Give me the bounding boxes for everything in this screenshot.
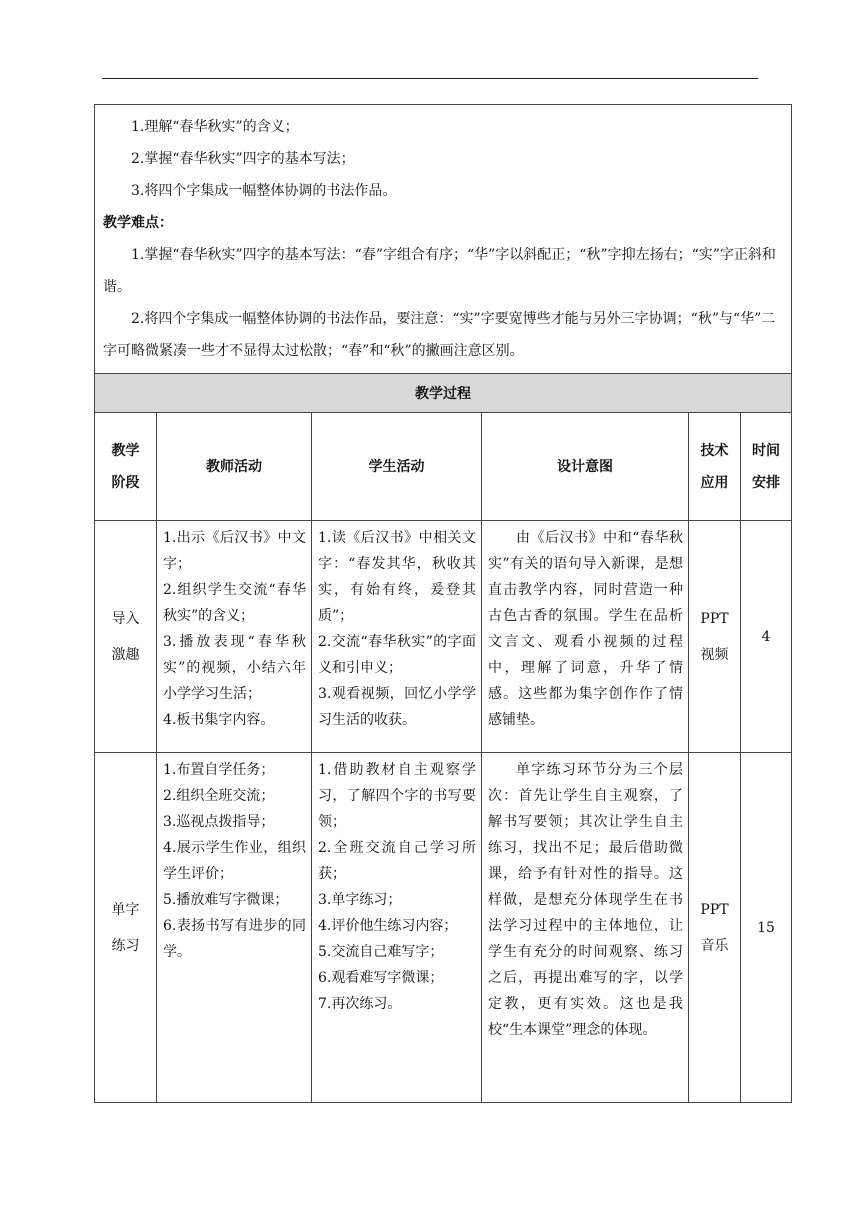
row2-stage: 单字 练习 <box>95 753 157 1103</box>
process-title-row <box>95 374 792 413</box>
process-title: 教学过程 <box>95 374 792 413</box>
row1-tech: PPT 视频 <box>689 521 741 753</box>
goal-3: 3.将四个字集成一幅整体协调的书法作品。 <box>131 183 397 199</box>
row2-design: 单字练习环节分为三个层次：首先让学生自主观察，了解书写要领；其次让学生自主练习，找出不足；最后借助微课，给予有针对性的指导。这样做，是想充分体现学生在书法学习过程中的主体地位，让学生有充分的时间观察、练习之后，再提出难写的字，以学定教，更有实效。这也是我校“生本课堂”理念的体现。 <box>482 753 689 1103</box>
row1-time: 4 <box>741 521 792 753</box>
row1-student: 1.读《后汉书》中相关文字：“春发其华，秋收其实，有始有终，爰登其质”； 2.交流“春华秋实”的字面义和引申义； 3.观看视频，回忆小学学习生活的收获。 <box>312 521 482 753</box>
difficulty-heading: 教学难点： <box>103 215 173 231</box>
difficulty-2: 2.将四个字集成一幅整体协调的书法作品，要注意：“实”字要宽博些才能与另外三字协调；“秋”与“华”二字可略微紧凑一些才不显得太过松散；“春”和“秋”的撇画注意区别。 <box>103 311 776 359</box>
header-time: 时间 安排 <box>741 413 792 521</box>
table-row <box>95 521 792 753</box>
row1-teacher: 1.出示《后汉书》中文字； 2.组织学生交流“春华秋实”的含义； 3.播放表现“春华秋实”的视频，小结六年小学学习生活； 4.板书集字内容。 <box>157 521 312 753</box>
header-tech: 技术 应用 <box>689 413 741 521</box>
row2-tech: PPT 音乐 <box>689 753 741 1103</box>
goal-2: 2.掌握“春华秋实”四字的基本写法； <box>131 151 355 167</box>
intro-cell <box>95 105 792 374</box>
row2-time: 15 <box>741 753 792 1103</box>
intro-row <box>95 105 792 374</box>
header-design: 设计意图 <box>482 413 689 521</box>
header-rule <box>102 78 758 79</box>
header-student: 学生活动 <box>312 413 482 521</box>
row2-teacher: 1.布置自学任务； 2.组织全班交流； 3.巡视点拨指导； 4.展示学生作业，组织学生评价； 5.播放难写字微课； 6.表扬书写有进步的同学。 <box>157 753 312 1103</box>
difficulty-1: 1.掌握“春华秋实”四字的基本写法：“春”字组合有序；“华”字以斜配正；“秋”字抑左扬右；“实”字正斜和谐。 <box>103 247 776 295</box>
header-teacher: 教师活动 <box>157 413 312 521</box>
header-stage: 教学 阶段 <box>95 413 157 521</box>
row1-stage: 导入 激趣 <box>95 521 157 753</box>
lesson-plan-table <box>94 104 792 1103</box>
goal-1: 1.理解“春华秋实”的含义； <box>131 119 299 135</box>
table-row <box>95 753 792 1103</box>
row1-design: 由《后汉书》中和“春华秋实”有关的语句导入新课，是想直击教学内容，同时营造一种古色古香的氛围。学生在品析文言文、观看小视频的过程中，理解了词意，升华了情感。这些都为集字创作作了情感铺垫。 <box>482 521 689 753</box>
process-header-row <box>95 413 792 521</box>
lesson-plan-table-wrap <box>94 104 791 1103</box>
row2-student: 1.借助教材自主观察学习，了解四个字的书写要领； 2.全班交流自己学习所获； 3.单字练习； 4.评价他生练习内容； 5.交流自己难写字； 6.观看难写字微课； 7.再次练习。 <box>312 753 482 1103</box>
